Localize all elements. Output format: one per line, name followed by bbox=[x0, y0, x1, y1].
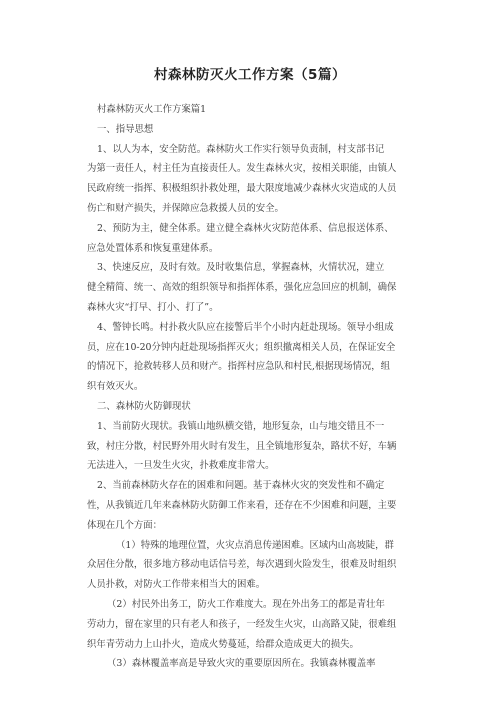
body-line: 伤亡和财产损失，并保障应急救援人员的安全。 bbox=[87, 202, 284, 214]
body-line: 2、预防为主，健全体系。建立健全森林火灾防范体系、信息报送体系、 bbox=[97, 222, 394, 234]
body-line: 织年青劳动力上山扑火，造成火势蔓延，给群众造成更大的损失。 bbox=[87, 638, 359, 650]
body-line: 织有效灭火。 bbox=[87, 381, 144, 393]
body-line: 的情况下，抢救转移人员和财产。指挥村应急队和村民,根据现场情况，组 bbox=[87, 361, 390, 373]
body-line: 员，应在10-20分钟内赶赴现场指挥灭火；组织撤离相关人员，在保证安全 bbox=[87, 341, 396, 353]
body-line: 二、森林防火防御现状 bbox=[97, 400, 191, 412]
body-line: 体现在几个方面： bbox=[87, 519, 163, 531]
body-line: 森林火灾“打早、打小、打了”。 bbox=[87, 301, 219, 313]
body-line: （2）村民外出务工，防火工作难度大。现在外出务工的都是青壮年 bbox=[107, 598, 385, 610]
document-body bbox=[87, 100, 413, 674]
document-title: 村森林防灭火工作方案（5篇） bbox=[154, 67, 346, 83]
body-line: 民政府统一指挥、积极组织扑救处理，最大限度地减少森林火灾造成的人员 bbox=[87, 183, 397, 195]
body-line: 无法进入，一旦发生火灾，扑救难度非常大。 bbox=[87, 460, 275, 472]
body-line: 2、当前森林防火存在的困难和问题。基于森林火灾的突发性和不确定 bbox=[97, 480, 385, 492]
body-line: 性，从我镇近几年来森林防火防御工作来看，还存在不少困难和问题，主要 bbox=[87, 499, 397, 511]
body-line: 众居住分散，很多地方移动电话信号差，每次遇到火险发生，很难及时组织 bbox=[87, 559, 397, 571]
body-line: 村森林防灭火工作方案篇1 bbox=[97, 104, 207, 115]
body-line: 为第一责任人，村主任为直接责任人。发生森林火灾，按相关职能，由镇人 bbox=[87, 163, 397, 175]
body-line: （3）森林覆盖率高是导致火灾的重要原因所在。我镇森林覆盖率 bbox=[107, 658, 376, 670]
body-line: （1）特殊的地理位置，火灾点消息传递困难。区域内山高坡陡，群 bbox=[116, 539, 394, 551]
body-line: 致，村庄分散，村民野外用火时有发生，且全镇地形复杂，路状不好，车辆 bbox=[87, 440, 397, 452]
body-line: 4、警钟长鸣。村扑救火队应在接警后半个小时内赶赴现场。领导小组成 bbox=[97, 321, 394, 333]
body-line: 劳动力，留在家里的只有老人和孩子，一经发生火灾，山高路又陡，很难组 bbox=[87, 618, 397, 630]
body-line: 应急处置体系和恢复重建体系。 bbox=[87, 242, 219, 254]
body-line: 健全精简、统一、高效的组织领导和指挥体系，强化应急回应的机制，确保 bbox=[87, 282, 397, 294]
body-line: 人员扑救，对防火工作带来相当大的困难。 bbox=[87, 579, 266, 591]
body-line: 1、以人为本，安全防范。森林防火工作实行领导负责制，村支部书记 bbox=[97, 143, 385, 155]
body-line: 3、快速反应，及时有效。及时收集信息，掌握森林，火情状况，建立 bbox=[97, 262, 385, 274]
body-line: 1、当前防火现状。我镇山地纵横交错，地形复杂，山与地交错且不一 bbox=[97, 420, 385, 432]
body-line: 一、指导思想 bbox=[97, 123, 154, 135]
